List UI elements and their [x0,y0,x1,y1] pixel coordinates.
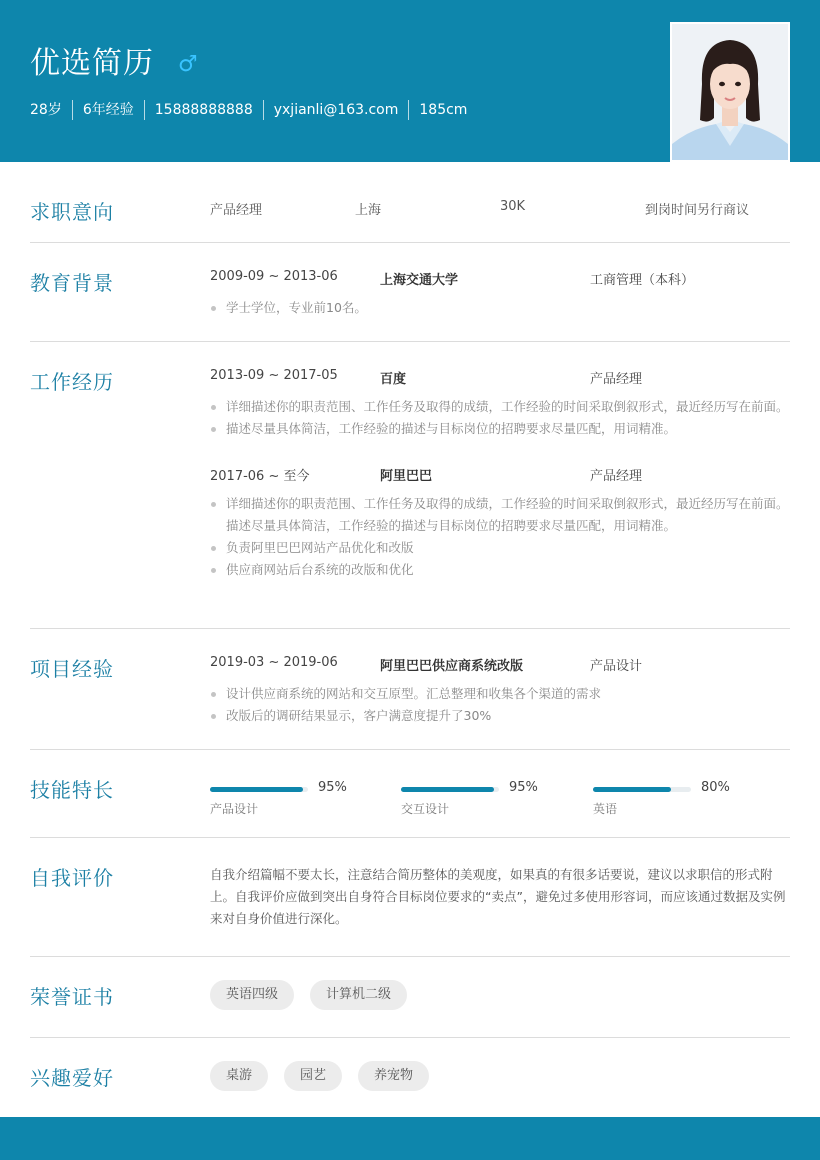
work-content [210,368,790,581]
section-title: 工作经历 [30,370,114,394]
skill-percent: 80% [701,780,730,795]
project-bullets [210,683,790,727]
intention-salary: 30K [500,199,526,214]
work-date: 2013-09 ~ 2017-05 [210,368,338,383]
skills-content [210,780,790,820]
info-phone: 15888888888 [144,100,263,120]
work-bullets [210,493,790,581]
intention-city: 上海 [355,203,382,218]
project-row [210,655,790,675]
education-school: 上海交通大学 [380,273,459,288]
basic-info [30,100,477,120]
skill-name: 英语 [593,802,618,816]
section-title: 兴趣爱好 [30,1066,114,1090]
list-item: 学士学位，专业前10名。 [210,297,790,319]
honor-tag: 英语四级 [210,980,294,1010]
education-content [210,269,790,319]
info-email[interactable]: yxjianli@163.com [263,100,409,120]
section-work [30,342,790,629]
skill-bar [210,787,308,792]
project-name: 阿里巴巴供应商系统改版 [380,659,524,674]
info-age: 28岁 [30,102,62,118]
skill-percent: 95% [318,780,347,795]
skill-percent: 95% [509,780,538,795]
education-date: 2009-09 ~ 2013-06 [210,269,338,284]
hobby-tag: 园艺 [284,1061,342,1091]
work-company: 百度 [380,372,407,387]
section-honors [30,957,790,1038]
section-hobbies [30,1038,790,1117]
intention-availability: 到岗时间另行商议 [645,203,750,218]
list-item: 描述尽量具体简洁，工作经验的描述与目标岗位的招聘要求尽量匹配，用词精准。 [210,418,790,440]
skill-bar-fill [401,787,494,792]
education-bullets [210,297,790,319]
list-item: 详细描述你的职责范围、工作任务及取得的成绩，工作经验的时间采取倒叙形式，最近经历写在前面。描述尽量具体简洁，工作经验的描述与目标岗位的招聘要求尽量匹配，用词精准。 [210,493,790,537]
skill-name: 交互设计 [401,802,450,816]
skill-bar [401,787,499,792]
info-experience: 6年经验 [72,100,144,120]
work-position: 产品经理 [590,469,643,484]
skill-bar [593,787,691,792]
hobby-tag: 养宠物 [358,1061,429,1091]
evaluation-text: 自我介绍篇幅不要太长，注意结合简历整体的美观度，如果真的有很多话要说，建议以求职信的形式附上。自我评价应做到突出自身符合目标岗位要求的“卖点”，避免过多使用形容词，而应该通过数据及实例来对自身价值进行深化。 [210,867,786,926]
work-row [210,465,790,485]
section-title: 教育背景 [30,271,114,295]
work-row [210,368,790,388]
skill-bar-fill [210,787,303,792]
section-evaluation [30,838,790,957]
list-item: 供应商网站后台系统的改版和优化 [210,559,790,581]
project-date: 2019-03 ~ 2019-06 [210,655,338,670]
work-position: 产品经理 [590,372,643,387]
section-title: 项目经验 [30,657,114,681]
male-icon: ♂ [178,52,198,77]
skill-bar-fill [593,787,671,792]
resume-name: 优选简历 [30,46,154,81]
skill-name: 产品设计 [210,802,259,816]
resume-footer [0,1117,820,1160]
info-height: 185cm [408,100,477,120]
section-intention [30,162,790,243]
section-project [30,629,790,750]
profile-photo [670,22,790,162]
list-item: 改版后的调研结果显示，客户满意度提升了30% [210,705,790,727]
intention-position: 产品经理 [210,203,263,218]
section-title: 求职意向 [30,200,114,224]
list-item: 负责阿里巴巴网站产品优化和改版 [210,537,790,559]
section-skills [30,750,790,838]
list-item: 设计供应商系统的网站和交互原型。汇总整理和收集各个渠道的需求 [210,683,790,705]
work-bullets [210,396,790,440]
section-title: 自我评价 [30,866,114,890]
honor-tags [210,980,790,1010]
education-major: 工商管理（本科） [590,273,695,288]
hobby-tag: 桌游 [210,1061,268,1091]
honor-tag: 计算机二级 [310,980,407,1010]
section-title: 技能特长 [30,778,114,802]
project-role: 产品设计 [590,659,643,674]
work-date: 2017-06 ~ 至今 [210,469,310,484]
section-education [30,243,790,342]
list-item: 详细描述你的职责范围、工作任务及取得的成绩，工作经验的时间采取倒叙形式，最近经历写在前面。 [210,396,790,418]
work-company: 阿里巴巴 [380,469,433,484]
project-content [210,655,790,727]
section-title: 荣誉证书 [30,985,114,1009]
education-row [210,269,790,289]
hobby-tags [210,1061,790,1091]
